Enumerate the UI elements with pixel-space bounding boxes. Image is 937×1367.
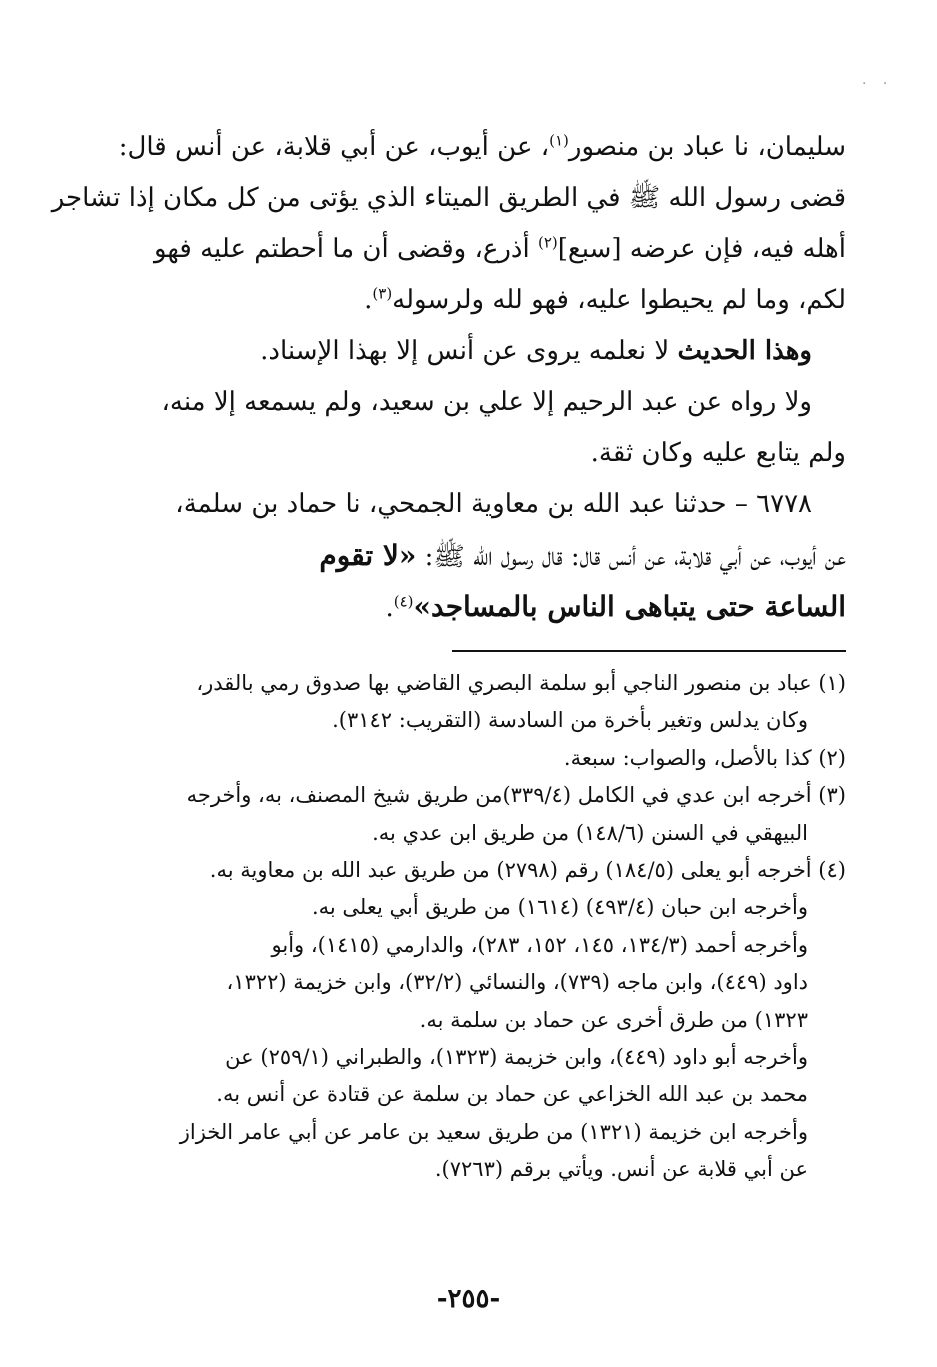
footnote-4-cont: وأخرجه أحمد (١٣٤/٣، ١٤٥، ١٥٢، ٢٨٣)، والدارمي (١٤١٥)، وأبو [271,932,808,957]
text-run: . [364,285,373,315]
text-line: ولم يتابع عليه وكان ثقة. [590,438,846,468]
text-run: أذرع، وقضى أن ما أحطتم عليه فهو [153,234,538,264]
text-line: قضى رسول الله ﷺ في الطريق الميتاء الذي يؤتى من كل مكان إذا تشاجر [51,183,846,213]
footnote-1: (١) عباد بن منصور الناجي أبو سلمة البصري القاضي بها صدوق رمي بالقدر، [196,671,846,695]
footnote-4-cont: وأخرجه أبو داود (٤٤٩)، وابن خزيمة (١٣٢٣)، والطبراني (٢٥٩/١) عن [225,1044,808,1069]
text-line [136,581,846,632]
text-run: ، عن أيوب، عن أبي قلابة، عن أنس قال: [118,132,550,162]
footnote-ref: (١) [549,131,569,150]
footnote-separator [452,650,846,652]
text-run: لكم، وما لم يحيطوا عليه، فهو لله ولرسوله [392,285,846,315]
text-line [136,326,846,377]
footnote-4-cont: عن أبي قلابة عن أنس. ويأتي برقم (٧٢٦٣). [434,1157,808,1182]
text-run: أهله فيه، فإن عرضه [سبع] [557,234,846,264]
hadith-quote: «لا تقوم [319,539,417,572]
footnote-4-cont: محمد بن عبد الله الخزاعي عن حماد بن سلمة عن قتادة عن أنس به. [216,1082,808,1107]
text-run: لا نعلمه يروى عن أنس إلا بهذا الإسناد. [260,336,678,366]
text-line [118,122,846,173]
bold-phrase: وهذا الحديث [677,336,812,366]
footnote-1-cont: وكان يدلس وتغير بأخرة من السادسة (التقريب: ٣١٤٢). [332,708,808,733]
scan-speck-decoration: · · [862,76,894,92]
text-run: . [385,593,394,623]
text-run: عن أيوب، عن أبي قلابة، عن أنس قال: قال رسول الله ﷺ: [416,542,846,572]
footnote-ref: (٤) [393,592,414,611]
footnote-2: (٢) كذا بالأصل، والصواب: سبعة. [563,745,846,770]
footnotes [136,665,846,1188]
main-text [51,122,846,632]
text-run: سليمان، نا عباد بن منصور [568,132,846,162]
text-line [136,275,846,326]
hadith-number-line: ٦٧٧٨ – حدثنا عبد الله بن معاوية الجمحي، نا حماد بن سلمة، [175,489,812,519]
text-line [136,530,846,581]
footnote-4-cont: داود (٤٤٩)، وابن ماجه (٧٣٩)، والنسائي (٣٢/٢)، وابن خزيمة (١٣٢٢، [226,970,808,995]
footnote-3-cont: البيهقي في السنن (١٤٨/٦) من طريق ابن عدي به. [372,820,808,845]
footnote-3: (٣) أخرجه ابن عدي في الكامل (٣٣٩/٤)من طريق شيخ المصنف، به، وأخرجه [186,783,846,808]
footnote-4-cont: ١٣٢٣) من طرق أخرى عن حماد بن سلمة به. [419,1007,808,1032]
footnote-ref: (٢) [537,233,558,252]
footnote-4-cont: وأخرجه ابن حبان (٤٩٣/٤) (١٦١٤) من طريق أبي يعلى به. [311,895,808,920]
footnote-4: (٤) أخرجه أبو يعلى (١٨٤/٥) رقم (٢٧٩٨) من طريق عبد الله بن معاوية به. [209,857,846,882]
text-line: ولا رواه عن عبد الرحيم إلا علي بن سعيد، ولم يسمعه إلا منه، [161,387,812,417]
text-line [136,224,846,275]
page-number: -٢٥٥- [436,1284,501,1314]
footnote-ref: (٣) [372,284,393,303]
hadith-quote: الساعة حتى يتباهى الناس بالمساجد» [413,590,846,623]
footnote-4-cont: وأخرجه ابن خزيمة (١٣٢١) من طريق سعيد بن عامر عن أبي عامر الخزاز [179,1119,808,1144]
